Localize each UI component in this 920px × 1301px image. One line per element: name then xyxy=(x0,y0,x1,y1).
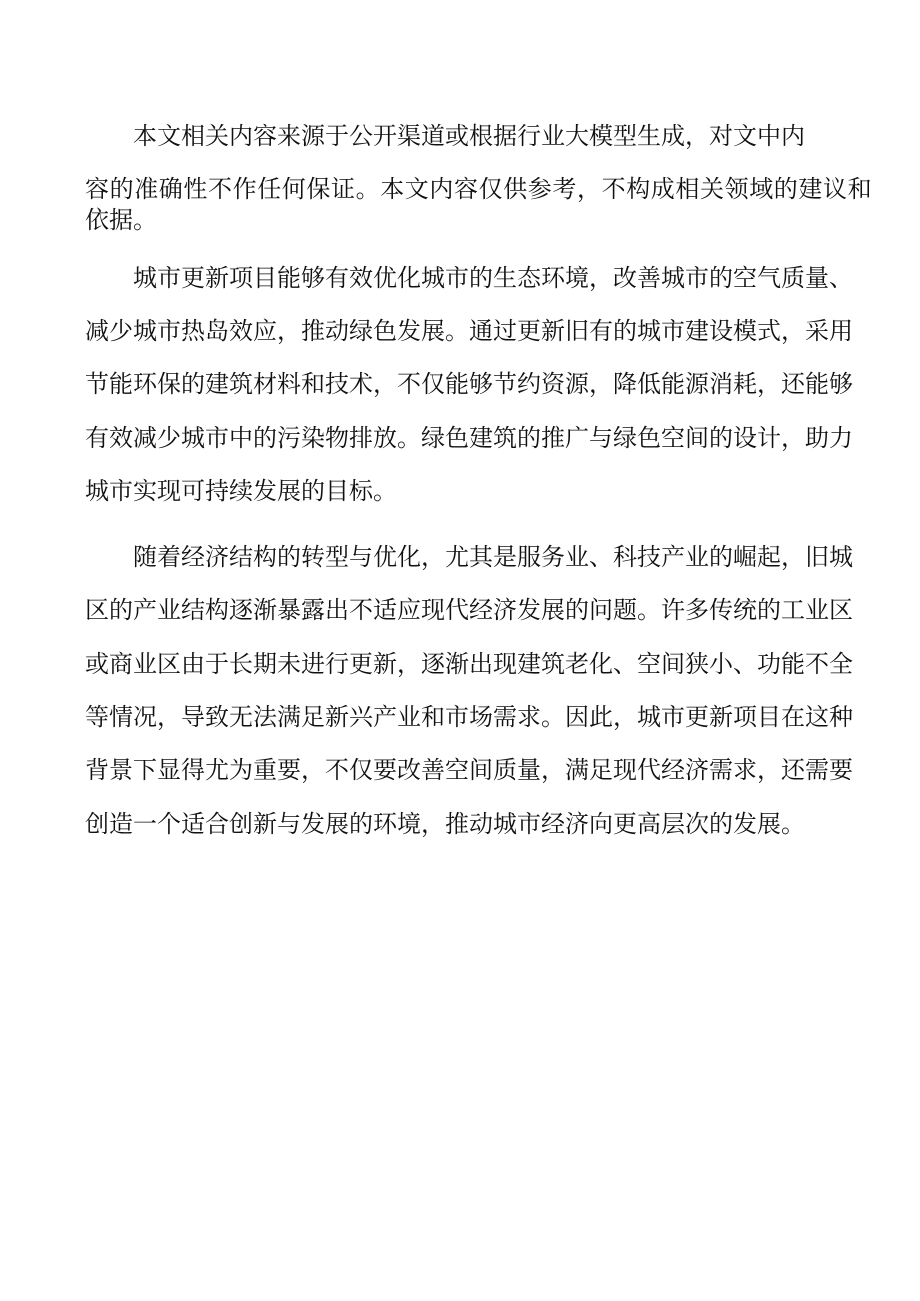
paragraph-1-line-4: 有效减少城市中的污染物排放。绿色建筑的推广与绿色空间的设计，助力 xyxy=(85,424,853,452)
paragraph-2-line-3: 或商业区由于长期未进行更新，逐渐出现建筑老化、空间狭小、功能不全 xyxy=(85,650,853,678)
paragraph-1-line-3: 节能环保的建筑材料和技术，不仅能够节约资源，降低能源消耗，还能够 xyxy=(85,370,853,398)
paragraph-2-line-5: 背景下显得尤为重要，不仅要改善空间质量，满足现代经济需求，还需要 xyxy=(85,756,853,784)
paragraph-2-line-4: 等情况，导致无法满足新兴产业和市场需求。因此，城市更新项目在这种 xyxy=(85,703,853,731)
paragraph-2-line-6: 创造一个适合创新与发展的环境，推动城市经济向更高层次的发展。 xyxy=(85,810,805,838)
paragraph-1-line-5: 城市实现可持续发展的目标。 xyxy=(85,477,397,505)
disclaimer-line-2: 容的准确性不作任何保证。本文内容仅供参考，不构成相关领域的建议和 xyxy=(85,175,873,203)
paragraph-1-line-2: 减少城市热岛效应，推动绿色发展。通过更新旧有的城市建设模式，采用 xyxy=(85,317,853,345)
paragraph-2-line-2: 区的产业结构逐渐暴露出不适应现代经济发展的问题。许多传统的工业区 xyxy=(85,596,853,624)
disclaimer-line-1: 本文相关内容来源于公开渠道或根据行业大模型生成，对文中内 xyxy=(133,122,805,150)
paragraph-1-line-1: 城市更新项目能够有效优化城市的生态环境，改善城市的空气质量、 xyxy=(133,264,853,292)
paragraph-2-line-1: 随着经济结构的转型与优化，尤其是服务业、科技产业的崛起，旧城 xyxy=(133,543,853,571)
disclaimer-line-3: 依据。 xyxy=(85,206,157,234)
